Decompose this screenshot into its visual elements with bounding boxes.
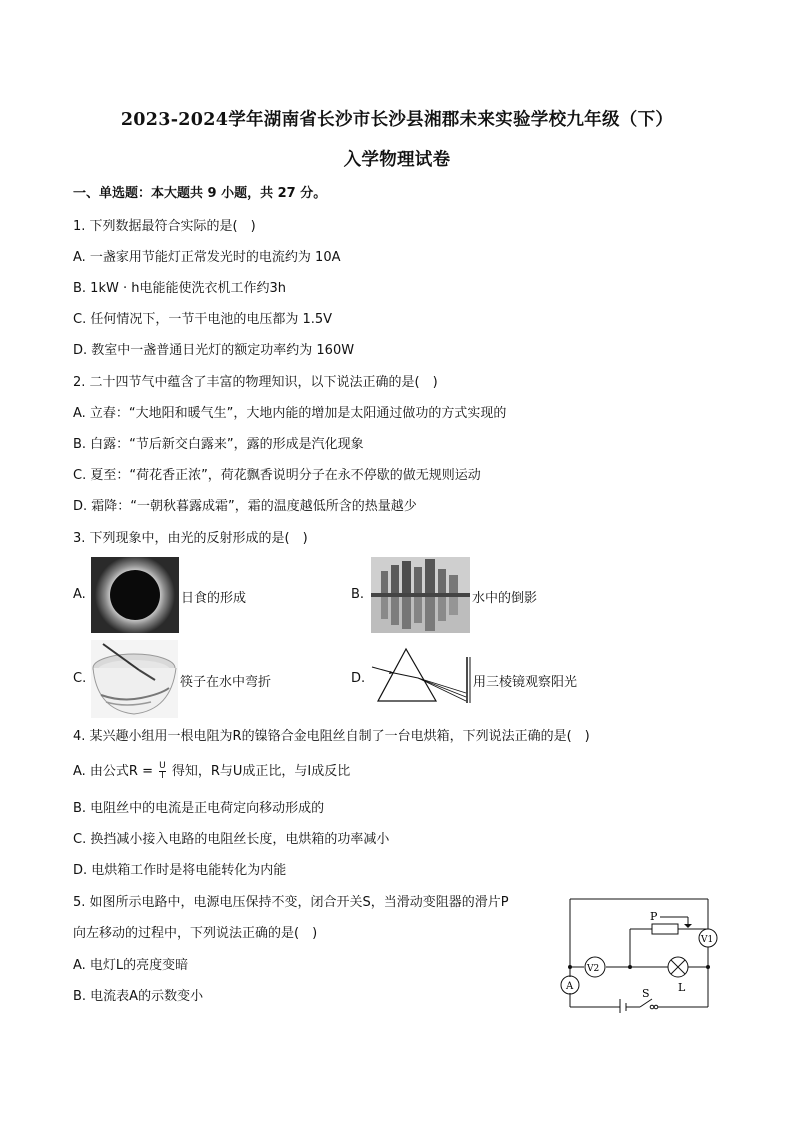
q3-option-c-text: 筷子在水中弯折 xyxy=(180,675,272,690)
voltmeter-v2-label: V2 xyxy=(587,964,600,974)
voltmeter-v1-label: V1 xyxy=(701,935,714,945)
q2-option-c: C. 夏至：“荷花香正浓”，荷花飘香说明分子在永不停歇的做无规则运动 xyxy=(73,468,481,483)
q3-option-d-text: 用三棱镜观察阳光 xyxy=(473,675,578,690)
q1-stem: 1. 下列数据最符合实际的是( ) xyxy=(73,219,256,234)
q1-option-b: B. 1kW · h电能能使洗衣机工作约3h xyxy=(73,281,286,296)
slider-label-p: P xyxy=(650,910,658,923)
q5-option-a: A. 电灯L的亮度变暗 xyxy=(73,958,189,973)
q2-option-d: D. 霜降：“一朝秋暮露成霜”，霜的温度越低所含的热量越少 xyxy=(73,499,417,514)
chopstick-bowl-image xyxy=(91,640,178,718)
section-heading: 一、单选题：本大题共 9 小题，共 27 分。 xyxy=(73,186,327,201)
page-title-line1: 2023-2024学年湖南省长沙市长沙县湘郡未来实验学校九年级（下） xyxy=(120,110,674,130)
q1-option-a: A. 一盏家用节能灯正常发光时的电流约为 10A xyxy=(73,250,341,265)
q3-option-b-text: 水中的倒影 xyxy=(472,591,538,606)
q4-option-c: C. 换挡减小接入电路的电阻丝长度，电烘箱的功率减小 xyxy=(73,832,390,847)
q4-option-b: B. 电阻丝中的电流是正电荷定向移动形成的 xyxy=(73,801,325,816)
q3-option-d-letter: D. xyxy=(351,671,366,686)
fraction-denominator: I xyxy=(161,771,164,781)
page-title-line2: 入学物理试卷 xyxy=(343,150,451,170)
q4-stem: 4. 某兴趣小组用一根电阻为R的镍铬合金电阻丝自制了一台电烘箱，下列说法正确的是( ) xyxy=(73,729,590,744)
q1-option-c: C. 任何情况下，一节干电池的电压都为 1.5V xyxy=(73,312,333,327)
prism-diagram xyxy=(370,645,474,705)
q4-option-a-prefix: A. 由公式R = xyxy=(73,764,153,779)
reflection-image xyxy=(371,557,470,633)
formula-fraction xyxy=(159,762,166,781)
q5-stem-line2: 向左移动的过程中，下列说法正确的是( ) xyxy=(73,926,318,941)
q3-stem: 3. 下列现象中，由光的反射形成的是( ) xyxy=(73,531,308,546)
q2-option-a: A. 立春：“大地阳和暖气生”，大地内能的增加是太阳通过做功的方式实现的 xyxy=(73,406,507,421)
q5-option-b: B. 电流表A的示数变小 xyxy=(73,989,204,1004)
q2-stem: 2. 二十四节气中蕴含了丰富的物理知识，以下说法正确的是( ) xyxy=(73,375,438,390)
ammeter-label: A xyxy=(566,981,574,992)
q3-option-a-letter: A. xyxy=(73,587,86,602)
q3-option-a-text: 日食的形成 xyxy=(181,591,247,606)
q4-option-d: D. 电烘箱工作时是将电能转化为内能 xyxy=(73,863,287,878)
q4-option-a-suffix: 得知，R与U成正比，与I成反比 xyxy=(171,764,351,779)
q3-option-c-letter: C. xyxy=(73,671,87,686)
q5-stem-line1: 5. 如图所示电路中，电源电压保持不变，闭合开关S，当滑动变阻器的滑片P xyxy=(73,895,509,910)
q3-option-b-letter: B. xyxy=(351,587,365,602)
switch-label: S xyxy=(642,987,650,1000)
circuit-diagram xyxy=(556,893,724,1013)
lamp-label: L xyxy=(678,981,686,994)
q4-option-a xyxy=(73,762,350,781)
solar-eclipse-image xyxy=(91,557,179,633)
fraction-numerator: U xyxy=(159,761,166,771)
q2-option-b: B. 白露：“节后新交白露来”，露的形成是汽化现象 xyxy=(73,437,364,452)
q1-option-d: D. 教室中一盏普通日光灯的额定功率约为 160W xyxy=(73,343,355,358)
